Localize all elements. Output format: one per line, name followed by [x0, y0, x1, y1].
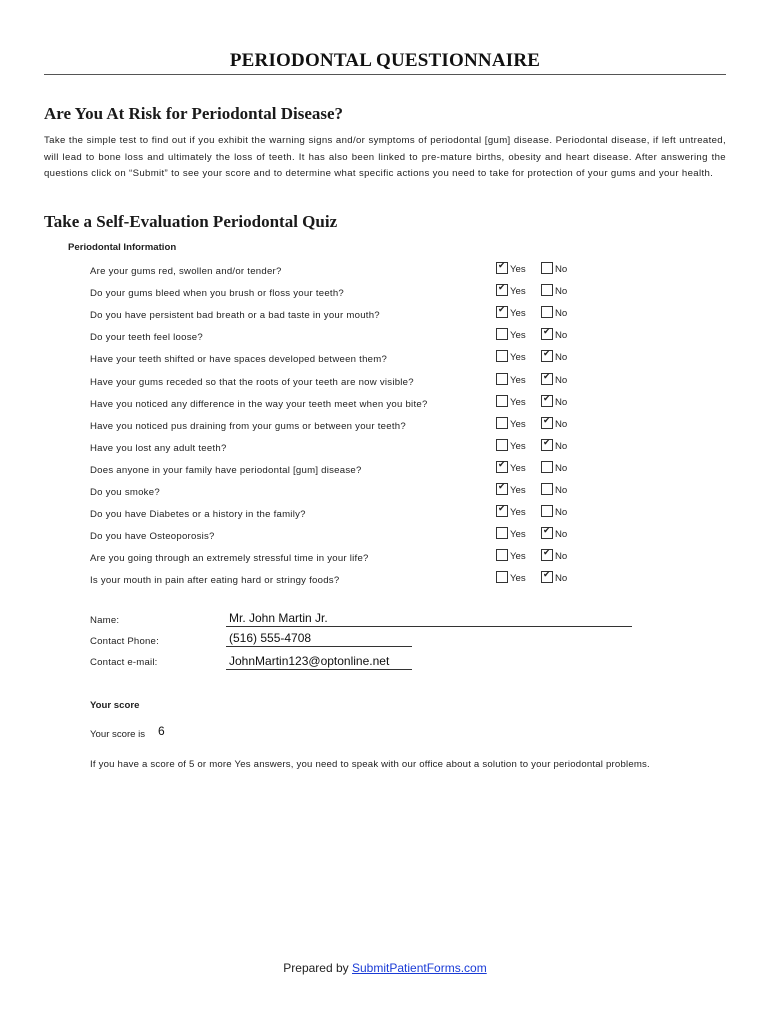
no-label: No — [555, 396, 568, 408]
no-checkbox[interactable] — [541, 350, 553, 362]
yes-label: Yes — [510, 462, 526, 474]
no-label: No — [555, 418, 568, 430]
no-checkbox[interactable] — [541, 262, 553, 274]
score-label: Your score is — [90, 729, 146, 740]
no-checkbox[interactable] — [541, 461, 553, 473]
no-checkbox[interactable] — [541, 284, 553, 296]
question-text: Do you have Osteoporosis? — [90, 531, 215, 543]
question-row — [0, 353, 770, 375]
yes-label: Yes — [510, 330, 526, 342]
intro-text: Take the simple test to find out if you exhibit the warning signs and/or symptoms of periodontal [gum] disease. Periodontal disease, if left untreated, will lead to bone loss and ultimately the loss of teeth. It has also been linked to pre-mature births, obesity and heart disease. After answering the questions click on “Submit” to see your score and to determine what specific actions you need to take for protection of your gums and your health. — [44, 135, 726, 179]
no-label: No — [555, 264, 568, 275]
no-label: No — [555, 330, 568, 342]
question-row — [0, 574, 770, 596]
no-checkbox[interactable] — [541, 549, 553, 561]
no-label: No — [555, 485, 568, 496]
question-row — [0, 486, 770, 508]
yes-label: Yes — [510, 286, 526, 298]
yes-checkbox[interactable] — [496, 350, 508, 362]
yes-label: Yes — [510, 507, 526, 519]
yes-checkbox[interactable] — [496, 417, 508, 429]
yes-checkbox[interactable] — [496, 373, 508, 385]
no-label: No — [555, 352, 568, 364]
question-row — [0, 309, 770, 331]
question-text: Have your gums receded so that the roots of your teeth are now visible? — [90, 376, 414, 388]
yes-label: Yes — [510, 573, 526, 585]
question-row — [0, 287, 770, 309]
email-label: Contact e-mail: — [90, 657, 158, 668]
yes-checkbox[interactable] — [496, 395, 508, 407]
question-text: Do your gums bleed when you brush or floss your teeth? — [90, 288, 345, 300]
yes-checkbox[interactable] — [496, 439, 508, 451]
title-divider — [44, 74, 726, 75]
yes-checkbox[interactable] — [496, 527, 508, 539]
score-heading: Your score — [90, 700, 140, 711]
yes-label: Yes — [510, 352, 526, 364]
no-label: No — [555, 286, 568, 298]
yes-label: Yes — [510, 485, 526, 496]
question-text: Does anyone in your family have periodontal [gum] disease? — [90, 464, 362, 476]
no-label: No — [555, 529, 568, 541]
footer-prefix: Prepared by — [283, 961, 352, 975]
yes-label: Yes — [510, 440, 526, 452]
no-label: No — [555, 507, 568, 519]
no-checkbox[interactable] — [541, 373, 553, 385]
yes-checkbox[interactable] — [496, 306, 508, 318]
question-text: Are you going through an extremely stressful time in your life? — [90, 553, 369, 565]
yes-label: Yes — [510, 374, 526, 386]
question-row — [0, 464, 770, 486]
question-row — [0, 442, 770, 464]
yes-label: Yes — [510, 264, 526, 275]
no-label: No — [555, 374, 568, 386]
yes-label: Yes — [510, 551, 526, 563]
yes-checkbox[interactable] — [496, 284, 508, 296]
no-checkbox[interactable] — [541, 439, 553, 451]
question-row — [0, 552, 770, 574]
phone-field[interactable]: (516) 555-4708 — [226, 631, 412, 647]
score-advice: If you have a score of 5 or more Yes answers, you need to speak with our office about a solution to your periodontal problems. — [90, 759, 650, 770]
email-field[interactable]: JohnMartin123@optonline.net — [226, 654, 412, 670]
question-text: Do you smoke? — [90, 487, 160, 498]
no-label: No — [555, 308, 568, 320]
quiz-heading: Take a Self-Evaluation Periodontal Quiz — [44, 212, 338, 231]
yes-checkbox[interactable] — [496, 461, 508, 473]
yes-checkbox[interactable] — [496, 328, 508, 340]
question-text: Have your teeth shifted or have spaces developed between them? — [90, 354, 388, 366]
yes-label: Yes — [510, 529, 526, 541]
footer-link[interactable]: SubmitPatientForms.com — [352, 961, 487, 975]
question-row — [0, 398, 770, 420]
no-checkbox[interactable] — [541, 571, 553, 583]
page-title: PERIODONTAL QUESTIONNAIRE — [229, 50, 541, 71]
yes-label: Yes — [510, 418, 526, 430]
question-row — [0, 420, 770, 442]
yes-checkbox[interactable] — [496, 571, 508, 583]
intro-heading: Are You At Risk for Periodontal Disease? — [44, 104, 344, 123]
phone-label: Contact Phone: — [90, 636, 159, 647]
question-text: Have you noticed any difference in the way your teeth meet when you bite? — [90, 398, 428, 410]
yes-checkbox[interactable] — [496, 483, 508, 495]
no-label: No — [555, 551, 568, 563]
section-label: Periodontal Information — [68, 242, 177, 253]
question-text: Are your gums red, swollen and/or tender? — [90, 266, 282, 277]
name-label: Name: — [90, 615, 120, 626]
name-field[interactable]: Mr. John Martin Jr. — [226, 611, 632, 627]
no-label: No — [555, 462, 568, 474]
question-row — [0, 508, 770, 530]
question-row — [0, 265, 770, 287]
question-row — [0, 530, 770, 552]
question-text: Do your teeth feel loose? — [90, 332, 203, 344]
no-label: No — [555, 440, 568, 452]
question-text: Is your mouth in pain after eating hard or stringy foods? — [90, 575, 340, 587]
no-checkbox[interactable] — [541, 483, 553, 495]
yes-checkbox[interactable] — [496, 262, 508, 274]
question-text: Do you have Diabetes or a history in the family? — [90, 509, 306, 521]
yes-label: Yes — [510, 308, 526, 320]
score-value: 6 — [158, 724, 165, 738]
no-checkbox[interactable] — [541, 328, 553, 340]
question-text: Have you lost any adult teeth? — [90, 442, 227, 454]
question-text: Have you noticed pus draining from your gums or between your teeth? — [90, 420, 406, 432]
no-checkbox[interactable] — [541, 527, 553, 539]
no-checkbox[interactable] — [541, 417, 553, 429]
yes-checkbox[interactable] — [496, 505, 508, 517]
question-row — [0, 331, 770, 353]
no-checkbox[interactable] — [541, 395, 553, 407]
question-text: Do you have persistent bad breath or a bad taste in your mouth? — [90, 310, 380, 322]
footer — [0, 961, 770, 975]
no-checkbox[interactable] — [541, 505, 553, 517]
question-row — [0, 376, 770, 398]
no-label: No — [555, 573, 568, 585]
yes-label: Yes — [510, 396, 526, 408]
no-checkbox[interactable] — [541, 306, 553, 318]
yes-checkbox[interactable] — [496, 549, 508, 561]
